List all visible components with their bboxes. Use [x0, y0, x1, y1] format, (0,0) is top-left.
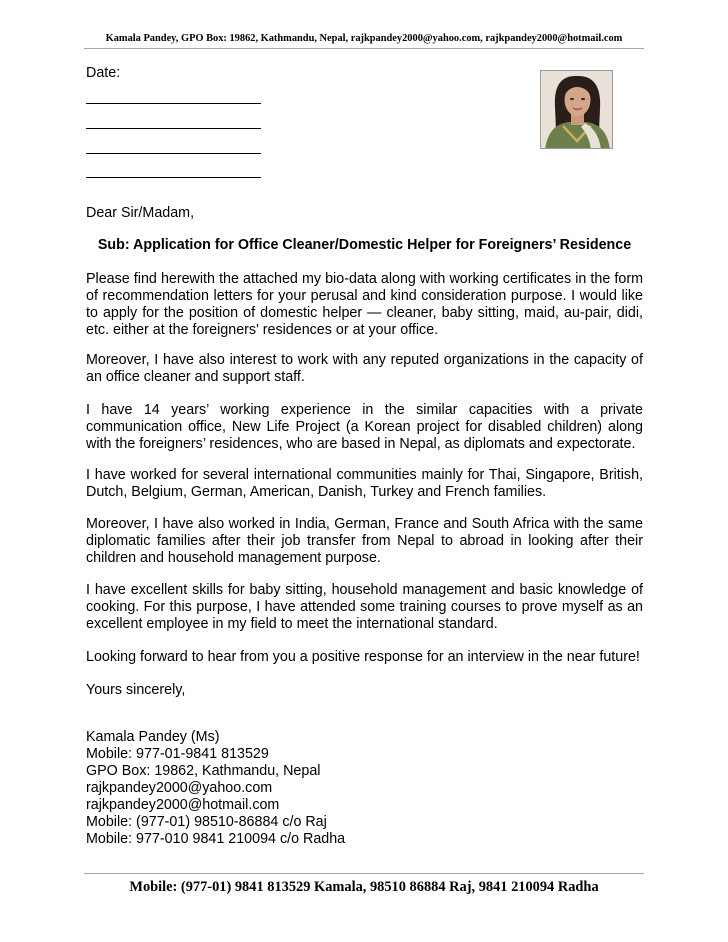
header-divider [84, 48, 644, 49]
footer-divider [84, 873, 644, 874]
header-contact-line: Kamala Pandey, GPO Box: 19862, Kathmandu, Nepal, rajkpandey2000@yahoo.com, rajkpandey2000@hotmail.com [105, 33, 623, 44]
signature-email-yahoo: rajkpandey2000@yahoo.com [86, 780, 273, 796]
address-blank-line [86, 153, 261, 154]
subject-line: Sub: Application for Office Cleaner/Domestic Helper for Foreigners’ Residence [97, 237, 632, 253]
date-label: Date: [86, 65, 121, 81]
address-blank-line [86, 103, 261, 104]
address-blank-line [86, 177, 261, 178]
signature-mobile-radha: Mobile: 977-010 9841 210094 c/o Radha [86, 831, 346, 847]
closing: Yours sincerely, [86, 682, 186, 698]
body-paragraph: Please find herewith the attached my bio-data along with working certificates in the form of recommendation letters for your perusal and kind consideration purpose. I would like to apply for the position of domestic helper — cleaner, baby sitting, maid, au-pair, didi, etc. either at the foreigners' residences or at your office. [86, 271, 643, 338]
signature-name: Kamala Pandey (Ms) [86, 729, 220, 745]
body-paragraph: Moreover, I have also interest to work with any reputed organizations in the capacity of an office cleaner and support staff. [86, 352, 643, 385]
body-paragraph: I have excellent skills for baby sitting, household management and basic knowledge of cooking. For this purpose, I have attended some training courses to prove myself as an excellent employee in my field to meet the international standard. [86, 582, 643, 632]
signature-mobile: Mobile: 977-01-9841 813529 [86, 746, 269, 762]
salutation: Dear Sir/Madam, [86, 205, 195, 221]
body-paragraph: I have 14 years’ working experience in the similar capacities with a private communication office, New Life Project (a Korean project for disabled children) along with the foreigners’ residences, who are based in Nepal, as diplomats and expectorate. [86, 402, 643, 452]
footer-mobile-line: Mobile: (977-01) 9841 813529 Kamala, 98510 86884 Raj, 9841 210094 Radha [129, 879, 599, 895]
body-paragraph: I have worked for several international communities mainly for Thai, Singapore, British, Dutch, Belgium, German, American, Danish, Turkey and French families. [86, 467, 643, 500]
signature-email-hotmail: rajkpandey2000@hotmail.com [86, 797, 280, 813]
signature-block [86, 729, 345, 848]
portrait-image [541, 71, 613, 149]
address-blank-line [86, 128, 261, 129]
signature-address: GPO Box: 19862, Kathmandu, Nepal [86, 763, 321, 779]
body-paragraph: Looking forward to hear from you a positive response for an interview in the near future! [86, 649, 640, 665]
signature-mobile-raj: Mobile: (977-01) 98510-86884 c/o Raj [86, 814, 327, 830]
body-paragraph: Moreover, I have also worked in India, German, France and South Africa with the same diplomatic families after their job transfer from Nepal to abroad in looking after their children and household management purpose. [86, 516, 643, 566]
applicant-photo [540, 70, 613, 149]
